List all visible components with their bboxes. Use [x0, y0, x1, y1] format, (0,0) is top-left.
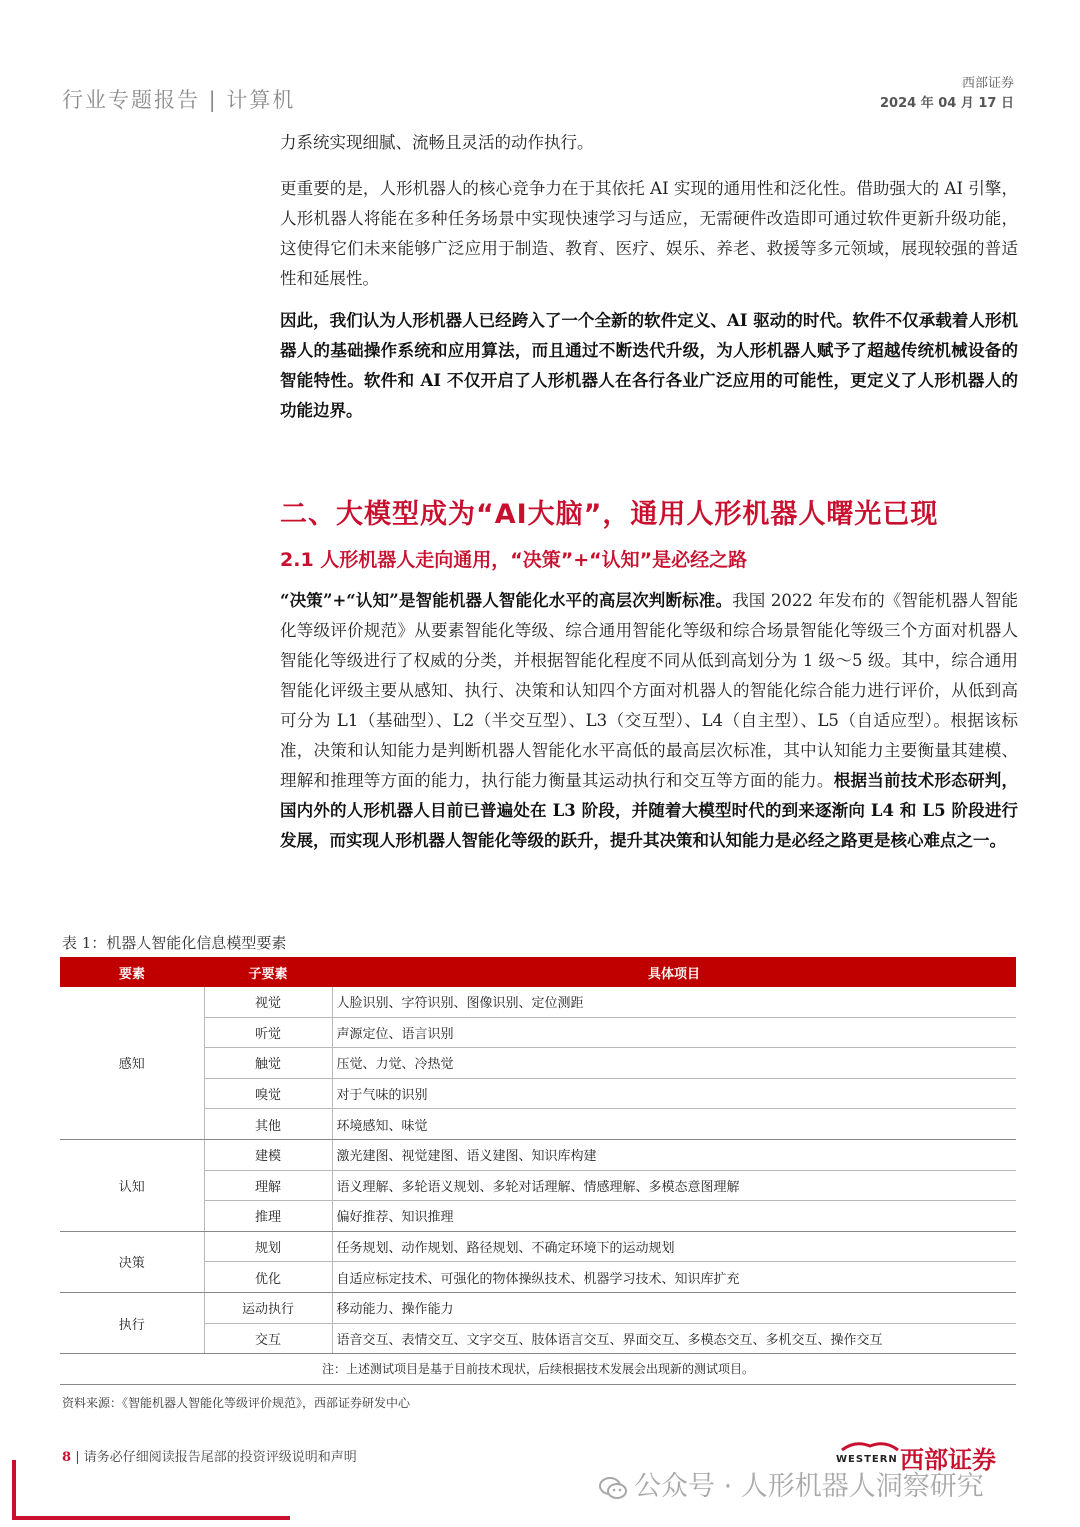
paragraph-4-text: [280, 586, 1018, 856]
paragraph-2-text: 更重要的是，人形机器人的核心竞争力在于其依托 AI 实现的通用性和泛化性。借助强大的 AI 引擎，人形机器人将能在多种任务场景中实现快速学习与适应，无需硬件改造即可通过软件更新升级功能，这使得它们未来能够广泛应用于制造、教育、医疗、娱乐、养老、救援等多元领域，展现较强的普适性和延展性。: [280, 179, 1018, 288]
paragraph-3: [280, 306, 1018, 426]
header-subelement: 子要素: [204, 957, 332, 987]
bull-icon: [840, 1440, 900, 1454]
subelement-cell: 建模: [204, 1139, 332, 1170]
footer-disclaimer: 请务必仔细阅读报告尾部的投资评级说明和声明: [83, 1450, 357, 1465]
footer-accent-vertical: [12, 1460, 16, 1520]
paragraph-1-text: 力系统实现细腻、流畅且灵活的动作执行。: [280, 133, 594, 152]
intelligence-model-table: [60, 957, 1016, 1385]
item-cell: 压觉、力觉、冷热觉: [332, 1048, 1016, 1079]
subelement-cell: 运动执行: [204, 1292, 332, 1323]
group-cell: 感知: [60, 987, 204, 1139]
wechat-icon: [598, 1473, 628, 1503]
subelement-cell: 听觉: [204, 1017, 332, 1048]
group-cell: 认知: [60, 1139, 204, 1231]
table-row: [60, 1170, 1016, 1201]
item-cell: 对于气味的识别: [332, 1078, 1016, 1109]
logo-english: WESTERN: [836, 1454, 898, 1465]
table-source: 资料来源：《智能机器人智能化等级评价规范》，西部证券研发中心: [62, 1396, 411, 1410]
item-cell: 语音交互、表情交互、文字交互、肢体语言交互、界面交互、多模态交互、多机交互、操作交互: [332, 1323, 1016, 1354]
group-cell: 执行: [60, 1292, 204, 1353]
item-cell: 任务规划、动作规划、路径规划、不确定环境下的运动规划: [332, 1231, 1016, 1262]
table-row: [60, 1139, 1016, 1170]
table-title: 表 1：机器人智能化信息模型要素: [62, 934, 287, 952]
subelement-cell: 理解: [204, 1170, 332, 1201]
paragraph-4-body: 我国 2022 年发布的《智能机器人智能化等级评价规范》从要素智能化等级、综合通用智能化等级和综合场景智能化等级三个方面对机器人智能化等级进行了权威的分类，并根据智能化程度不同从低到高划分为 1 级～5 级。其中，综合通用智能化评级主要从感知、执行、决策和认知四个方面对机器人的智能化综合能力进行评价，从低到高可分为 L1（基础型）、L2（半交互型）、L3（交互型）、L4（自主型）、L5（自适应型）。根据该标准，决策和认知能力是判断机器人智能化水平高低的最高层次标准，其中认知能力主要衡量其建模、理解和推理等方面的能力，执行能力衡量其运动执行和交互等方面的能力。: [280, 591, 1018, 790]
paragraph-2: [280, 174, 1018, 294]
paragraph-4-lead: “决策”+“认知”是智能机器人智能化水平的高层次判断标准。: [280, 591, 733, 610]
group-cell: 决策: [60, 1231, 204, 1292]
table-row: [60, 1109, 1016, 1140]
item-cell: 偏好推荐、知识推理: [332, 1201, 1016, 1232]
footer-separator: |: [75, 1450, 84, 1465]
item-cell: 自适应标定技术、可强化的物体操纵技术、机器学习技术、知识库扩充: [332, 1262, 1016, 1293]
item-cell: 语义理解、多轮语义规划、多轮对话理解、情感理解、多模态意图理解: [332, 1170, 1016, 1201]
table-row: [60, 1231, 1016, 1262]
item-cell: 人脸识别、字符识别、图像识别、定位测距: [332, 987, 1016, 1017]
footer: [62, 1446, 357, 1465]
table-row: [60, 1292, 1016, 1323]
paragraph-4: [280, 586, 1018, 856]
table-row: [60, 987, 1016, 1017]
table-row: [60, 1017, 1016, 1048]
table-note: 注：上述测试项目是基于目前技术现状，后续根据技术发展会出现新的测试项目。: [60, 1354, 1016, 1385]
subelement-cell: 触觉: [204, 1048, 332, 1079]
paragraph-1: [280, 128, 1018, 158]
item-cell: 声源定位、语言识别: [332, 1017, 1016, 1048]
table-header-row: [60, 957, 1016, 987]
table-row: [60, 1048, 1016, 1079]
watermark-text: 公众号 · 人形机器人洞察研究: [634, 1471, 984, 1502]
header-items: 具体项目: [332, 957, 1016, 987]
item-cell: 激光建图、视觉建图、语义建图、知识库构建: [332, 1139, 1016, 1170]
subelement-cell: 其他: [204, 1109, 332, 1140]
watermark: [598, 1464, 984, 1503]
subelement-cell: 推理: [204, 1201, 332, 1232]
paragraph-4-conclusion: 根据当前技术形态研判，国内外的人形机器人目前已普遍处在 L3 阶段，并随着大模型时代的到来逐渐向 L4 和 L5 阶段进行发展，而实现人形机器人智能化等级的跃升，提升其决策和认知能力是必经之路更是核心难点之一。: [280, 771, 1019, 850]
subelement-cell: 嗅觉: [204, 1078, 332, 1109]
header-element: 要素: [60, 957, 204, 987]
paragraph-3-text: 因此，我们认为人形机器人已经跨入了一个全新的软件定义、AI 驱动的时代。软件不仅承载着人形机器人的基础操作系统和应用算法，而且通过不断迭代升级，为人形机器人赋予了超越传统机械设备的智能特性。软件和 AI 不仅开启了人形机器人在各行各业广泛应用的可能性，更定义了人形机器人的功能边界。: [280, 311, 1018, 420]
item-cell: 移动能力、操作能力: [332, 1292, 1016, 1323]
logo-chinese: 西部证券: [900, 1446, 996, 1474]
table-body: [60, 987, 1016, 1384]
subsection-heading: 2.1 人形机器人走向通用，“决策”+“认知”是必经之路: [280, 549, 748, 571]
subelement-cell: 视觉: [204, 987, 332, 1017]
subelement-cell: 优化: [204, 1262, 332, 1293]
table-row: [60, 1262, 1016, 1293]
table-note-row: [60, 1354, 1016, 1385]
page-number: 8: [62, 1450, 72, 1465]
table-row: [60, 1323, 1016, 1354]
item-cell: 环境感知、味觉: [332, 1109, 1016, 1140]
section-heading: 二、大模型成为“AI大脑”，通用人形机器人曙光已现: [280, 499, 939, 530]
table-row: [60, 1078, 1016, 1109]
subelement-cell: 规划: [204, 1231, 332, 1262]
header-info: [880, 74, 1014, 114]
subelement-cell: 交互: [204, 1323, 332, 1354]
footer-accent-horizontal: [12, 1516, 290, 1520]
header-company: 西部证券: [961, 76, 1014, 91]
table-row: [60, 1201, 1016, 1232]
header-report-type: 行业专题报告 | 计算机: [62, 88, 296, 112]
header-date: 2024 年 04 月 17 日: [880, 96, 1014, 111]
